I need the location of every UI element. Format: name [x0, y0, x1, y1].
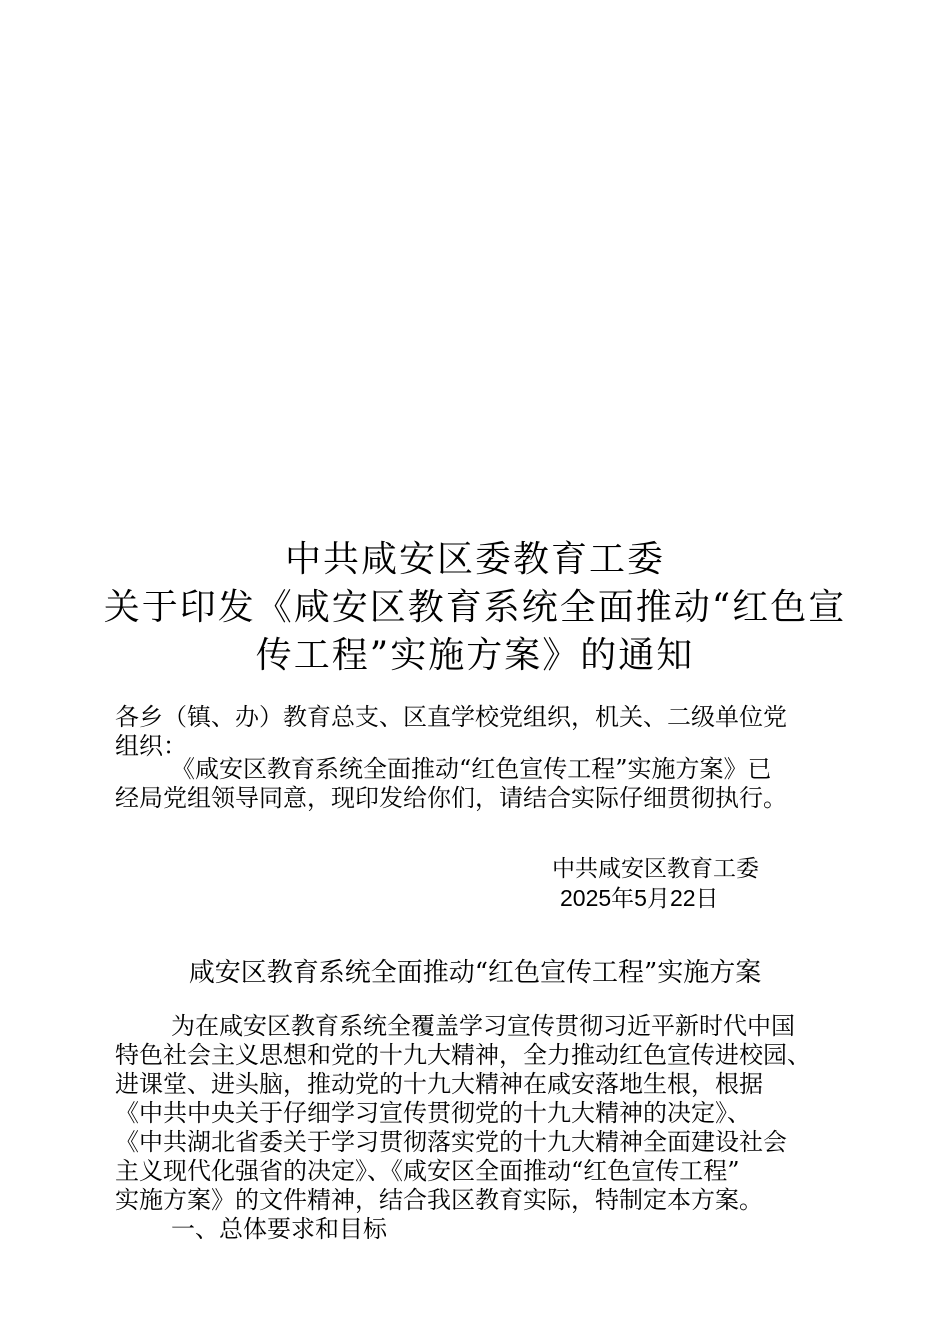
- notice-title-line-1: 中共咸安区委教育工委: [284, 539, 665, 580]
- plan-paragraph: [115, 1012, 840, 1244]
- plan-title: 咸安区教育系统全面推动“红色宣传工程”实施方案: [188, 958, 762, 988]
- notice-body: [115, 755, 840, 813]
- signature-date: 2025年5月22日: [560, 885, 719, 911]
- plan-paragraph-line-5: 《中共湖北省委关于学习贯彻落实党的十九大精神全面建设社会: [115, 1128, 787, 1156]
- notice-body-line-1: 《咸安区教育系统全面推动“红色宣传工程”实施方案》已: [171, 755, 772, 783]
- plan-paragraph-line-3: 进课堂、进头脑，推动党的十九大精神在咸安落地生根，根据: [115, 1070, 763, 1098]
- notice-recipients: [115, 703, 840, 761]
- plan-paragraph-line-7: 实施方案》的文件精神，结合我区教育实际，特制定本方案。: [115, 1186, 763, 1214]
- recipients-line-2: 组织：: [115, 732, 187, 760]
- recipients-line-1: 各乡（镇、办）教育总支、区直学校党组织，机关、二级单位党: [115, 703, 787, 731]
- plan-paragraph-line-6: 主义现代化强省的决定》、《咸安区全面推动“红色宣传工程”: [115, 1157, 740, 1185]
- signature-org: 中共咸安区教育工委: [552, 856, 759, 882]
- notice-title: [0, 536, 950, 680]
- signature-block: [552, 855, 759, 913]
- plan-paragraph-line-2: 特色社会主义思想和党的十九大精神，全力推动红色宣传进校园、: [115, 1041, 811, 1069]
- notice-title-line-3: 传工程”实施方案》的通知: [255, 635, 695, 676]
- notice-body-line-2: 经局党组领导同意，现印发给你们，请结合实际仔细贯彻执行。: [115, 784, 787, 812]
- notice-title-line-2: 关于印发《咸安区教育系统全面推动“红色宣: [103, 587, 847, 628]
- plan-paragraph-line-4: 《中共中央关于仔细学习宣传贯彻党的十九大精神的决定》、: [115, 1099, 751, 1127]
- plan-paragraph-line-1: 为在咸安区教育系统全覆盖学习宣传贯彻习近平新时代中国: [171, 1012, 795, 1040]
- section-heading: 一、总体要求和目标: [171, 1215, 387, 1243]
